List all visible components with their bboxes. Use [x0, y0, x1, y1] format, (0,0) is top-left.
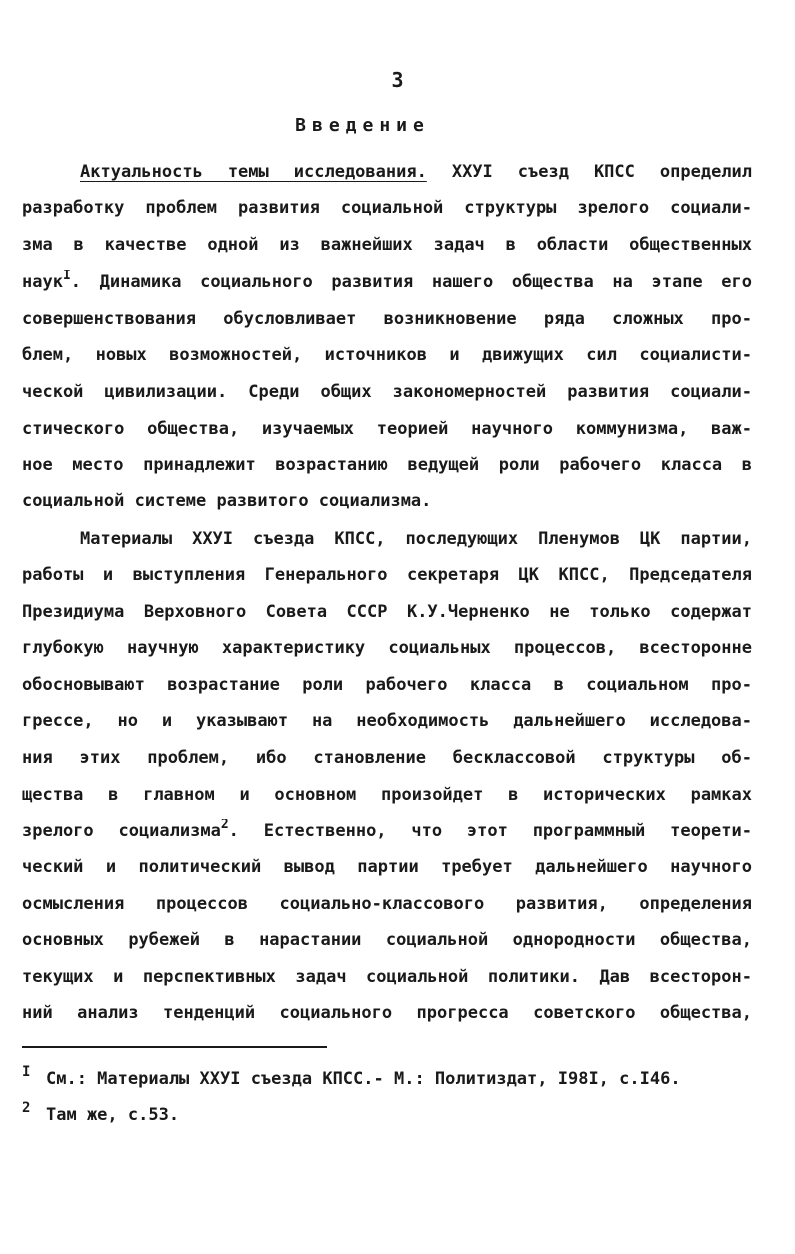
paragraph-2-line-14: ний анализ тенденций социального прогресса советского общества, — [22, 1003, 752, 1023]
section-heading: Введение — [295, 115, 430, 136]
paragraph-1-line-1: Актуальность темы исследования. ХХУI съезд КПСС определил — [80, 162, 752, 182]
paragraph-2-line-5: обосновывают возрастание роли рабочего класса в социальном про- — [22, 675, 752, 695]
topic-relevance-lead: Актуальность темы исследования. — [80, 162, 427, 182]
paragraph-2-line-2: работы и выступления Генерального секретаря ЦК КПСС, Председателя — [22, 565, 752, 585]
footnote-1-text: См.: Материалы ХХУI съезда КПСС.- М.: Политиздат, I98I, с.I46. — [46, 1069, 681, 1089]
paragraph-1-line-5: совершенствования обусловливает возникновение ряда сложных про- — [22, 309, 752, 329]
paragraph-2-line-13: текущих и перспективных задач социальной политики. Дав всесторон- — [22, 967, 752, 987]
paragraph-1-line-6: блем, новых возможностей, источников и движущих сил социалисти- — [22, 345, 752, 365]
footnote-separator — [22, 1046, 327, 1048]
page-number: 3 — [391, 68, 404, 92]
footnote-2-text: Там же, с.53. — [46, 1105, 180, 1125]
paragraph-2-line-6: грессе, но и указывают на необходимость дальнейшего исследова- — [22, 711, 752, 731]
paragraph-2-line-4: глубокую научную характеристику социальных процессов, всесторонне — [22, 638, 752, 658]
paragraph-1-line-8: стического общества, изучаемых теорией научного коммунизма, важ- — [22, 419, 752, 439]
paragraph-2-line-8: щества в главном и основном произойдет в исторических рамках — [22, 785, 752, 805]
paragraph-1-line-2: разработку проблем развития социальной структуры зрелого социали- — [22, 198, 752, 218]
paragraph-1-line-4: наук$^I$. Динамика социального развития нашего общества на этапе его — [22, 270, 752, 292]
footnote-ref-1: I — [62, 270, 71, 283]
paragraph-2-line-11: осмысления процессов социально-классового развития, определения — [22, 894, 752, 914]
footnote-1 — [22, 1060, 681, 1091]
paragraph-1-line-10: социальной системе развитого социализма. — [22, 491, 432, 511]
paragraph-2-line-7: ния этих проблем, ибо становление бесклассовой структуры об- — [22, 748, 752, 768]
paragraph-2-line-9: зрелого социализма$^2$. Естественно, что этот программный теорети- — [22, 819, 752, 841]
paragraph-1-line-9: ное место принадлежит возрастанию ведущей роли рабочего класса в — [22, 455, 752, 475]
paragraph-2-line-3: Президиума Верховного Совета СССР К.У.Черненко не только содержат — [22, 602, 752, 622]
paragraph-1-line-7: ческой цивилизации. Среди общих закономерностей развития социали- — [22, 382, 752, 402]
footnote-2-mark: 2 — [22, 1100, 31, 1116]
paragraph-2-line-10: ческий и политический вывод партии требует дальнейшего научного — [22, 857, 752, 877]
footnote-1-mark: I — [22, 1064, 31, 1080]
footnote-ref-2: 2 — [220, 819, 229, 832]
paragraph-2-line-1: Материалы ХХУI съезда КПСС, последующих Пленумов ЦК партии, — [80, 529, 752, 549]
paragraph-2-line-12: основных рубежей в нарастании социальной однородности общества, — [22, 930, 752, 950]
paragraph-1-line-3: зма в качестве одной из важнейших задач в области общественных — [22, 235, 752, 255]
footnote-2 — [22, 1096, 179, 1127]
